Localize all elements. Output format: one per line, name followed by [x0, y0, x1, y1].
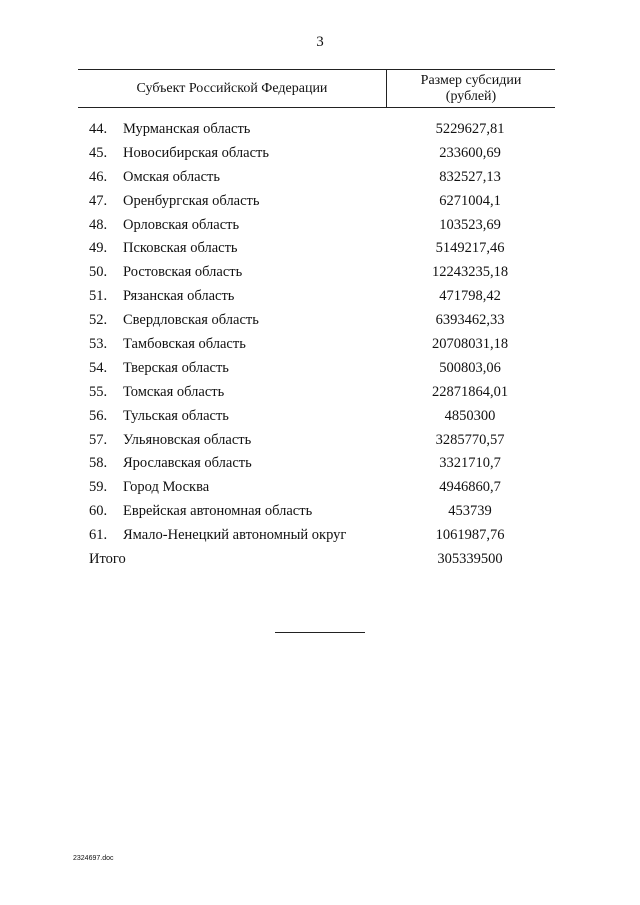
subsidy-amount: 5229627,81 [435, 121, 505, 137]
row-number: 58. [89, 455, 108, 472]
region-name: Орловская область [123, 216, 240, 233]
region-name: Ростовская область [123, 264, 243, 281]
subsidy-amount: 453739 [448, 503, 492, 520]
row-number: 54. [89, 359, 108, 376]
region-name: Еврейская автономная область [123, 503, 313, 520]
subsidy-amount: 3321710,7 [439, 455, 501, 472]
table-row [0, 360, 640, 384]
subsidy-amount: 500803,06 [439, 359, 501, 376]
row-number: 49. [89, 240, 108, 257]
region-name: Новосибирская область [123, 144, 269, 161]
region-name: Тамбовская область [123, 336, 246, 353]
subsidy-table-body [0, 121, 640, 575]
table-row [0, 288, 640, 312]
subject-column-header: Субъект Российской Федерации [78, 70, 387, 107]
row-number: 55. [89, 383, 108, 400]
region-name: Город Москва [123, 479, 210, 496]
row-number: 50. [89, 264, 108, 281]
table-header [78, 69, 555, 108]
page-number: 3 [316, 34, 324, 50]
subsidy-amount: 3285770,57 [435, 431, 505, 448]
table-row [0, 336, 640, 360]
subsidy-amount: 6393462,33 [435, 312, 505, 329]
total-label: Итого [89, 551, 126, 568]
table-row [0, 455, 640, 479]
table-row [0, 169, 640, 193]
row-number: 52. [89, 312, 108, 329]
subsidy-amount: 12243235,18 [431, 264, 509, 281]
row-number: 51. [89, 288, 108, 305]
row-number: 45. [89, 144, 108, 161]
subsidy-amount: 1061987,76 [435, 527, 505, 544]
region-name: Ярославская область [123, 455, 252, 472]
table-row [0, 312, 640, 336]
region-name: Ямало-Ненецкий автономный округ [123, 527, 347, 544]
subsidy-amount: 6271004,1 [439, 192, 501, 209]
row-number: 44. [89, 121, 108, 137]
region-name: Свердловская область [123, 312, 259, 329]
subsidy-amount: 103523,69 [439, 216, 501, 233]
table-row [0, 479, 640, 503]
row-number: 46. [89, 168, 108, 185]
subsidy-amount: 4946860,7 [439, 479, 501, 496]
subsidy-amount: 20708031,18 [431, 336, 509, 353]
region-name: Ульяновская область [123, 431, 252, 448]
row-number: 60. [89, 503, 108, 520]
row-number: 57. [89, 431, 108, 448]
table-row [0, 193, 640, 217]
subsidy-amount: 832527,13 [439, 168, 501, 185]
row-number: 48. [89, 216, 108, 233]
region-name: Омская область [123, 168, 220, 185]
table-row [0, 432, 640, 456]
table-row [0, 217, 640, 241]
row-number: 53. [89, 336, 108, 353]
subsidy-amount: 4850300 [444, 407, 496, 424]
table-row [0, 527, 640, 551]
region-name: Тульская область [123, 407, 229, 424]
table-row [0, 145, 640, 169]
region-name: Тверская область [123, 359, 229, 376]
table-row [0, 408, 640, 432]
end-of-table-rule [275, 632, 365, 633]
table-row [0, 264, 640, 288]
region-name: Мурманская область [123, 121, 251, 137]
subsidy-amount: 233600,69 [439, 144, 501, 161]
document-id: 2324697.doc [73, 855, 114, 862]
subsidy-amount: 22871864,01 [431, 383, 509, 400]
amount-column-header: Размер субсидии (рублей) [420, 72, 522, 104]
region-name: Оренбургская область [123, 192, 260, 209]
total-row [0, 551, 640, 575]
table-row [0, 121, 640, 145]
region-name: Псковская область [123, 240, 238, 257]
table-row [0, 503, 640, 527]
row-number: 47. [89, 192, 108, 209]
subsidy-amount: 471798,42 [439, 288, 501, 305]
row-number: 61. [89, 527, 108, 544]
table-row [0, 240, 640, 264]
region-name: Томская область [123, 383, 225, 400]
subsidy-amount: 5149217,46 [435, 240, 505, 257]
row-number: 59. [89, 479, 108, 496]
region-name: Рязанская область [123, 288, 235, 305]
table-row [0, 384, 640, 408]
row-number: 56. [89, 407, 108, 424]
total-amount: 305339500 [437, 551, 503, 568]
